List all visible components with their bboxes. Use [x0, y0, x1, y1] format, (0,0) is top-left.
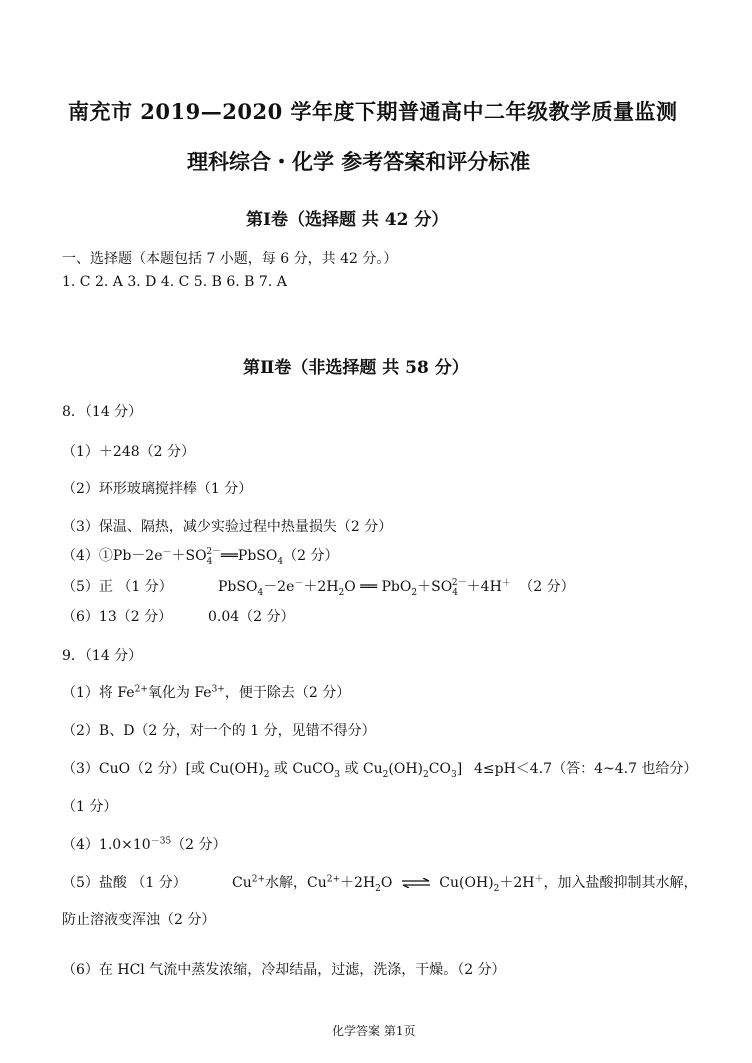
q8-line-2: （2）环形玻璃搅拌棒（1 分）: [62, 481, 253, 497]
page-footer: 化学答案 第1页: [332, 1024, 416, 1038]
q9-line-6: （6）在 HCl 气流中蒸发浓缩，冷却结晶，过滤，洗涤，干燥。（2 分）: [62, 962, 506, 978]
part2-heading: 第Ⅱ卷（非选择题 共 58 分）: [243, 358, 469, 378]
q9-head: 9．（14 分）: [62, 648, 143, 664]
reversible-arrow-icon: [401, 878, 431, 888]
page-subtitle: 理科综合・化学 参考答案和评分标准: [187, 149, 531, 174]
page-title: 南充市 2019—2020 学年度下期普通高中二年级教学质量监测: [68, 99, 678, 124]
part1-intro: 一、选择题（本题包括 7 小题，每 6 分，共 42 分。）: [62, 251, 398, 267]
q8-line-6-b: 0.04（2 分）: [208, 609, 295, 625]
q9-line-5-cont: 防止溶液变浑浊（2 分）: [62, 912, 216, 928]
q9-line-5-answer: （5）盐酸 （1 分）: [62, 875, 187, 891]
q8-line-3: （3）保温、隔热，减少实验过程中热量损失（2 分）: [62, 519, 393, 535]
q8-head: 8．（14 分）: [62, 404, 143, 420]
q9-line-4: $(4)1.0\times 10^{-35}(2$ 分）: [62, 836, 227, 853]
q8-line-4: $(4)①Pb-2e^-+SO_4^{2-}══PbSO_4(2$ 分）: [62, 547, 339, 567]
q9-line-2: （2）B、D（2 分，对一个的 1 分，见错不得分）: [62, 723, 376, 739]
part1-heading: 第Ⅰ卷（选择题 共 42 分）: [246, 210, 449, 230]
q8-line-1: （1）＋248（2 分）: [62, 444, 195, 460]
q9-line-3-ph: 4≤pH＜4.7（答：4~4.7 也给分）: [474, 761, 698, 777]
q9-line-5-equation: $Cu^{2+}$水解，$Cu^{2+}+2H_2O$ $Cu(OH)_2+2H^+$，加入盐酸抑制其水解，: [232, 874, 698, 894]
q9-line-1: （1）将 $Fe^{2+}$氧化为 $Fe^{3+}$，便于除去（2 分）: [62, 684, 351, 701]
q9-line-3: （3）CuO（2 分）[或 $Cu(OH)_2$ 或 CuCO$_3$ 或 $Cu_2(OH)_2CO_3$]: [62, 761, 463, 780]
q9-line-3-cont: （1 分）: [62, 799, 118, 815]
q8-line-5-equation: $PbSO_4-2e^-+2H_2O$ ══ $PbO_2+SO_4^{2-}+4H^+$ （2 分）: [218, 578, 575, 598]
q8-line-6-a: （6）13（2 分）: [62, 609, 173, 625]
part1-answers: 1. C 2. A 3. D 4. C 5. B 6. B 7. A: [62, 274, 287, 290]
q8-line-5-answer: （5）正 （1 分）: [62, 579, 173, 595]
